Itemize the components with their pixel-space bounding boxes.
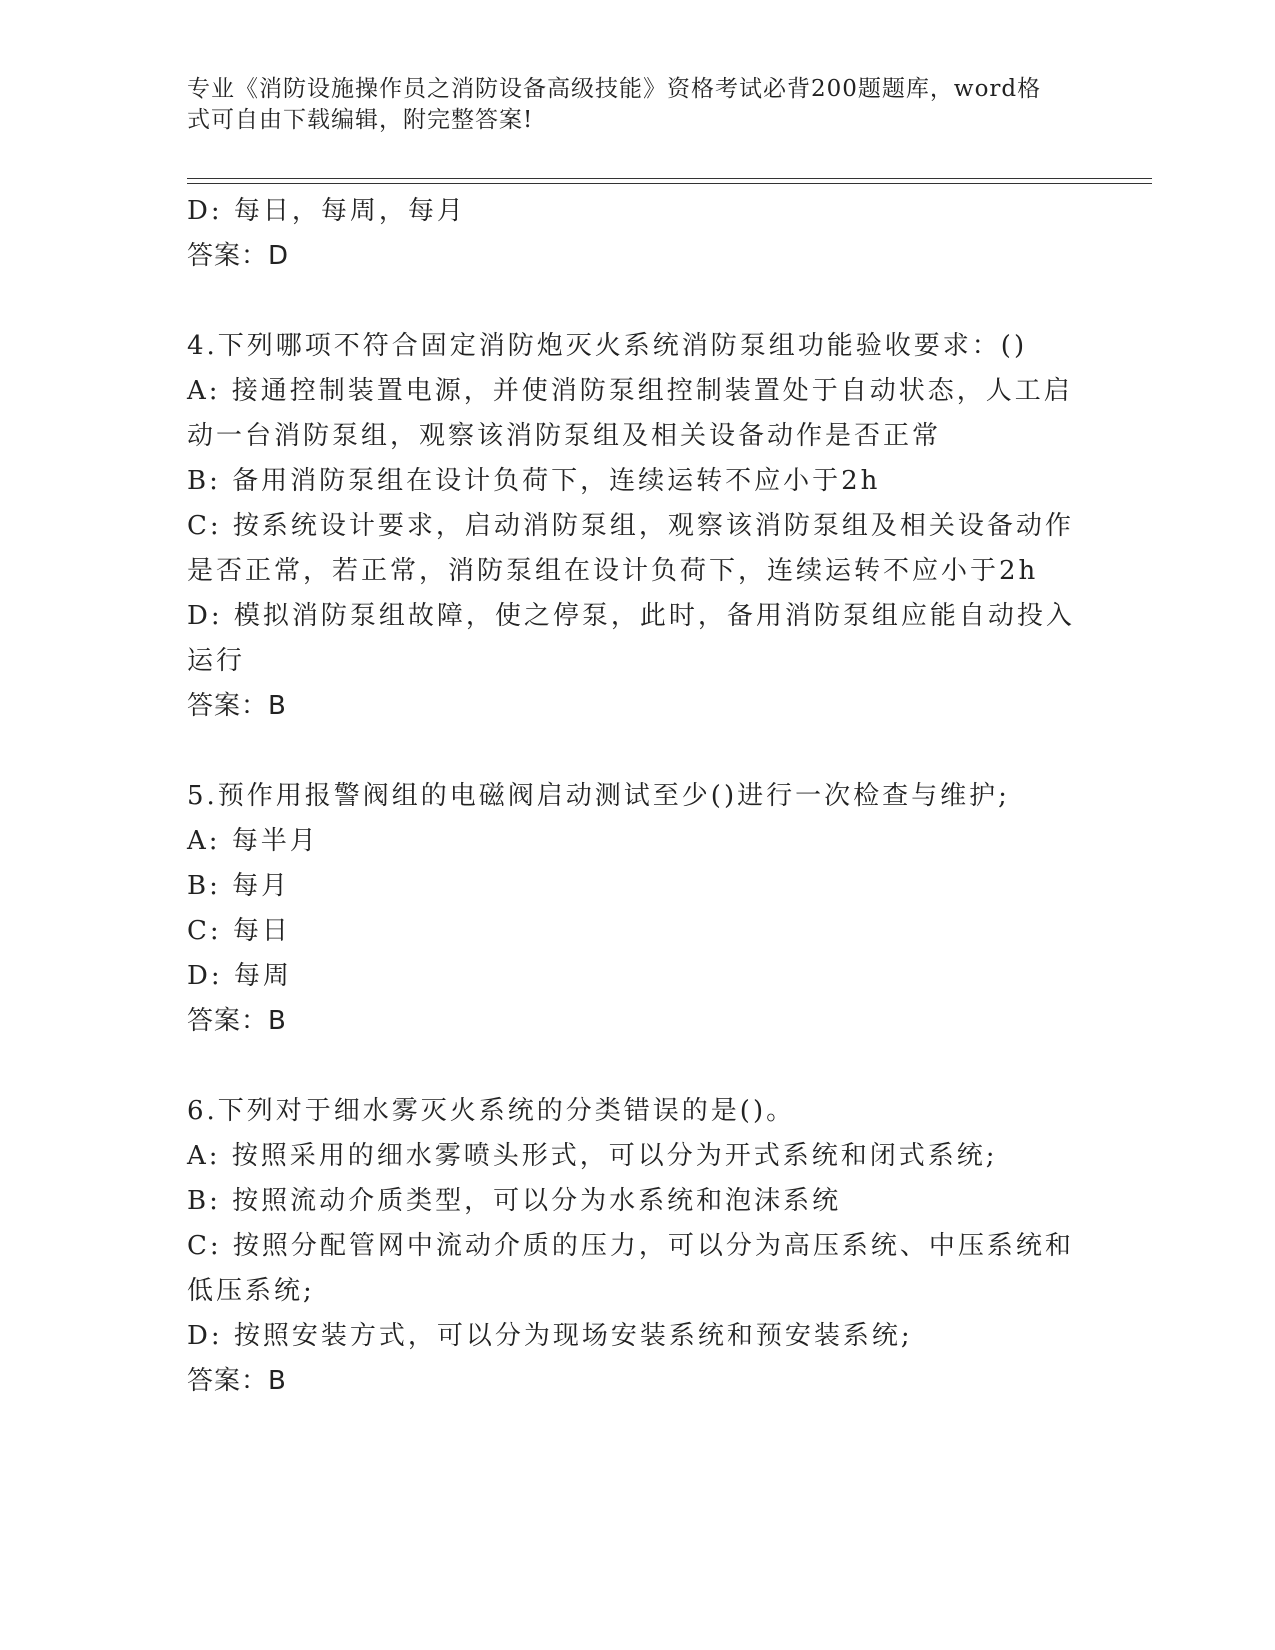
option-d: D: 每周: [187, 961, 292, 991]
answer-line: 答案：B: [187, 691, 287, 721]
previous-question-fragment: [187, 189, 1087, 279]
spacer: [187, 1044, 1087, 1089]
option-a: A: 按照采用的细水雾喷头形式，可以分为开式系统和闭式系统;: [187, 1141, 998, 1171]
header-line-2: 式可自由下载编辑，附完整答案!: [187, 107, 534, 133]
question-stem: 5.预作用报警阀组的电磁阀启动测试至少()进行一次检查与维护;: [187, 781, 1010, 811]
option-a: A: 每半月: [187, 826, 319, 856]
spacer: [187, 279, 1087, 324]
answer-line: 答案：D: [187, 241, 290, 271]
spacer: [187, 729, 1087, 774]
header-divider-bottom: [187, 183, 1152, 184]
option-d: D: 模拟消防泵组故障，使之停泵，此时，备用消防泵组应能自动投入: [187, 601, 1075, 631]
option-c: C: 按照分配管网中流动介质的压力，可以分为高压系统、中压系统和: [187, 1231, 1074, 1261]
option-c-continued: 是否正常，若正常，消防泵组在设计负荷下，连续运转不应小于2h: [187, 556, 1039, 586]
question-stem: 6.下列对于细水雾灭火系统的分类错误的是()。: [187, 1096, 796, 1126]
option-b: B: 每月: [187, 871, 291, 901]
answer-line: 答案：B: [187, 1006, 287, 1036]
question-content: [187, 189, 1087, 1404]
option-d: D: 每日，每周，每月: [187, 196, 466, 226]
answer-line: 答案：B: [187, 1366, 287, 1396]
option-c: C: 每日: [187, 916, 291, 946]
document-header: [187, 74, 1067, 136]
option-c: C: 按系统设计要求，启动消防泵组，观察该消防泵组及相关设备动作: [187, 511, 1074, 541]
option-c-continued: 低压系统;: [187, 1276, 315, 1306]
question-4: [187, 324, 1087, 729]
option-d: D: 按照安装方式，可以分为现场安装系统和预安装系统;: [187, 1321, 913, 1351]
header-line-1: 专业《消防设施操作员之消防设备高级技能》资格考试必背200题题库，word格: [187, 76, 1042, 102]
question-stem: 4.下列哪项不符合固定消防炮灭火系统消防泵组功能验收要求：(): [187, 331, 1028, 361]
option-a-continued: 动一台消防泵组，观察该消防泵组及相关设备动作是否正常: [187, 421, 942, 451]
question-5: [187, 774, 1087, 1044]
header-divider-top: [187, 178, 1152, 179]
option-b: B: 备用消防泵组在设计负荷下，连续运转不应小于2h: [187, 466, 881, 496]
option-d-continued: 运行: [187, 646, 246, 676]
question-6: [187, 1089, 1087, 1404]
option-a: A: 接通控制装置电源，并使消防泵组控制装置处于自动状态，人工启: [187, 376, 1073, 406]
option-b: B: 按照流动介质类型，可以分为水系统和泡沫系统: [187, 1186, 842, 1216]
